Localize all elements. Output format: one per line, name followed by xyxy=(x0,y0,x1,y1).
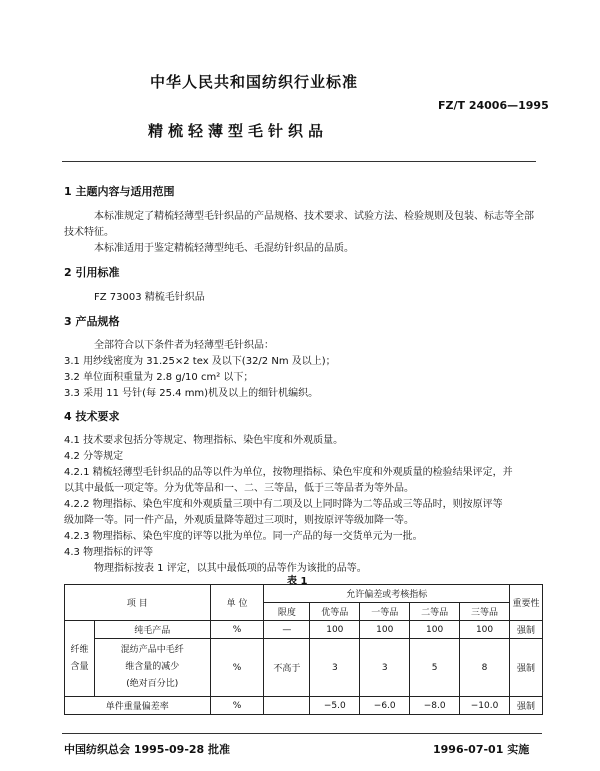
table-row xyxy=(65,621,543,639)
spec-item-3-3: 3.3 采用 11 号针(每 25.4 mm)机及以上的细针机编织。 xyxy=(64,388,319,399)
row-importance: 强制 xyxy=(510,697,543,715)
approval-date: 中国纺织总会 1995-09-28 批准 xyxy=(64,743,231,756)
section-1-paragraph-2: 本标准适用于鉴定精梳轻薄型纯毛、毛混纺针织品的品质。 xyxy=(94,243,354,254)
header-premium-grade: 优等品 xyxy=(310,603,360,621)
header-second-grade: 二等品 xyxy=(410,603,460,621)
row-unit: % xyxy=(210,697,264,715)
row-value: 8 xyxy=(460,639,510,697)
row-value: 100 xyxy=(460,621,510,639)
standard-number: FZ/T 24006—1995 xyxy=(438,99,549,112)
clause-4-2-1-cont: 以其中最低一项定等。分为优等品和一、二、三等品，低于三等品者为等外品。 xyxy=(64,483,414,494)
referenced-standard: FZ 73003 精梳毛针织品 xyxy=(94,292,205,303)
footer-divider xyxy=(62,733,542,734)
clause-4-2-2-cont: 级加降一等。同一件产品，外观质量降等超过三项时，则按原评等级加降一等。 xyxy=(64,515,414,526)
document-title: 精梳轻薄型毛针织品 xyxy=(148,122,329,140)
section-1-heading: 1 主题内容与适用范围 xyxy=(64,185,175,198)
row-importance: 强制 xyxy=(510,639,543,697)
section-2-heading: 2 引用标准 xyxy=(64,266,120,279)
header-allowed-deviation: 允许偏差或考核指标 xyxy=(264,585,510,603)
row-item: (绝对百分比) xyxy=(126,679,179,689)
section-1-paragraph-1: 本标准规定了精梳轻薄型毛针织品的产品规格、技术要求、试验方法、检验规则及包装、标志等全部 xyxy=(94,211,534,222)
header-third-grade: 三等品 xyxy=(460,603,510,621)
header-limit: 限度 xyxy=(264,603,310,621)
section-3-intro: 全部符合以下条件者为轻薄型毛针织品： xyxy=(94,340,274,351)
section-3-heading: 3 产品规格 xyxy=(64,315,120,328)
row-value: 3 xyxy=(360,639,410,697)
row-group-label: 纤维 xyxy=(70,644,89,655)
row-value: 100 xyxy=(360,621,410,639)
row-limit: — xyxy=(264,621,310,639)
physical-index-table xyxy=(64,584,543,715)
row-unit: % xyxy=(210,621,264,639)
row-value: −5.0 xyxy=(310,697,360,715)
standard-category-title: 中华人民共和国纺织行业标准 xyxy=(150,73,359,91)
section-4-heading: 4 技术要求 xyxy=(64,410,120,423)
table-row xyxy=(65,639,543,697)
row-value: 100 xyxy=(310,621,360,639)
clause-4-3-paragraph: 物理指标按表 1 评定，以其中最低项的品等作为该批的品等。 xyxy=(94,563,367,574)
spec-item-3-2: 3.2 单位面积重量为 2.8 g/10 cm² 以下； xyxy=(64,372,254,383)
header-unit: 单 位 xyxy=(210,585,264,621)
row-item: 单件重量偏差率 xyxy=(65,697,211,715)
row-value: 100 xyxy=(410,621,460,639)
header-divider xyxy=(62,161,536,162)
row-item: 混纺产品中毛纤 xyxy=(120,645,184,655)
row-value: −10.0 xyxy=(460,697,510,715)
row-item: 纯毛产品 xyxy=(94,621,210,639)
row-limit: 不高于 xyxy=(264,639,310,697)
row-importance: 强制 xyxy=(510,621,543,639)
table-row xyxy=(65,697,543,715)
effective-date: 1996-07-01 实施 xyxy=(433,743,530,756)
clause-4-2-3: 4.2.3 物理指标、染色牢度的评等以批为单位。同一产品的每一交货单元为一批。 xyxy=(64,531,423,542)
section-1-paragraph-1-cont: 技术特征。 xyxy=(64,227,114,238)
header-importance: 重要性 xyxy=(510,585,543,621)
row-value: 5 xyxy=(410,639,460,697)
header-first-grade: 一等品 xyxy=(360,603,410,621)
row-value: 3 xyxy=(310,639,360,697)
row-limit xyxy=(264,697,310,715)
row-unit: % xyxy=(210,639,264,697)
row-value: −6.0 xyxy=(360,697,410,715)
row-group-label: 含量 xyxy=(70,661,89,672)
spec-item-3-1: 3.1 用纱线密度为 31.25×2 tex 及以下(32/2 Nm 及以上)； xyxy=(64,356,336,367)
row-item: 维含量的减少 xyxy=(125,662,180,672)
row-value: −8.0 xyxy=(410,697,460,715)
table-caption: 表 1 xyxy=(287,576,308,587)
clause-4-2-1: 4.2.1 精梳轻薄型毛针织品的品等以件为单位，按物理指标、染色牢度和外观质量的检验结果评定，并 xyxy=(64,467,513,478)
clause-4-2: 4.2 分等规定 xyxy=(64,451,124,462)
header-item: 项 目 xyxy=(65,585,211,621)
clause-4-1: 4.1 技术要求包括分等规定、物理指标、染色牢度和外观质量。 xyxy=(64,435,344,446)
clause-4-2-2: 4.2.2 物理指标、染色牢度和外观质量三项中有二项及以上同时降为二等品或三等品时，则按原评等 xyxy=(64,499,503,510)
clause-4-3: 4.3 物理指标的评等 xyxy=(64,547,154,558)
